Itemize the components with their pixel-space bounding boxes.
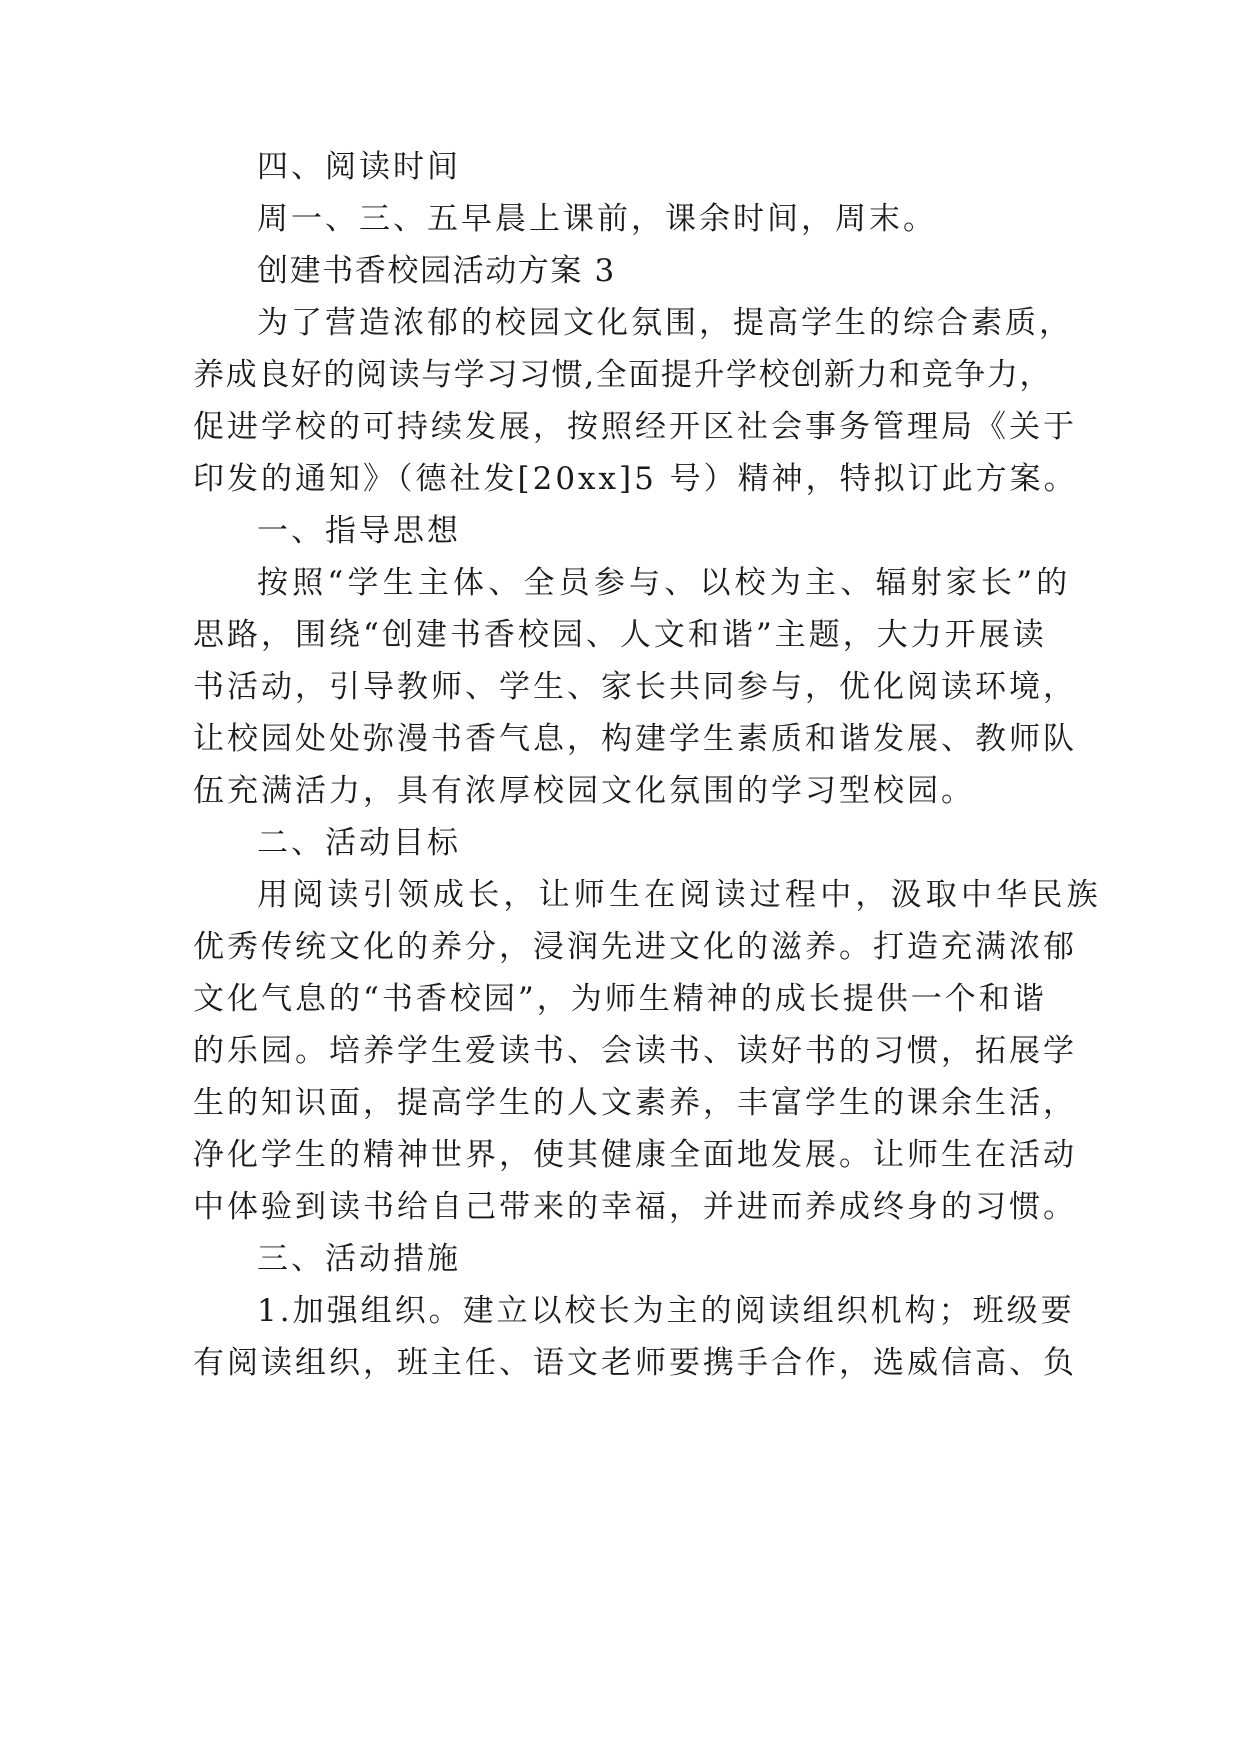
paragraph-line: 生的知识面，提高学生的人文素养，丰富学生的课余生活， — [193, 1085, 1077, 1121]
paragraph-line: 用阅读引领成长，让师生在阅读过程中，汲取中华民族 — [257, 877, 1102, 913]
section-heading-activity-goals: 二、活动目标 — [257, 825, 461, 861]
section-heading-activity-measures: 三、活动措施 — [257, 1241, 461, 1277]
paragraph-line: 文化气息的“书香校园”，为师生精神的成长提供一个和谐 — [193, 981, 1047, 1017]
paragraph-line: 让校园处处弥漫书香气息，构建学生素质和谐发展、教师队 — [193, 721, 1077, 757]
paragraph-line: 净化学生的精神世界，使其健康全面地发展。让师生在活动 — [193, 1137, 1077, 1173]
paragraph-line: 为了营造浓郁的校园文化氛围，提高学生的综合素质， — [257, 305, 1073, 341]
paragraph-line: 促进学校的可持续发展，按照经开区社会事务管理局《关于 — [193, 409, 1077, 445]
section-heading-guiding-idea: 一、指导思想 — [257, 513, 461, 549]
paragraph-line: 1.加强组织。建立以校长为主的阅读组织机构；班级要 — [257, 1293, 1075, 1329]
paragraph-line: 养成良好的阅读与学习习惯,全面提升学校创新力和竞争力， — [193, 357, 1053, 393]
section-heading-reading-time: 四、阅读时间 — [257, 149, 461, 185]
paragraph-line: 周一、三、五早晨上课前，课余时间，周末。 — [257, 201, 937, 237]
paragraph-line: 优秀传统文化的养分，浸润先进文化的滋养。打造充满浓郁 — [193, 929, 1077, 965]
paragraph-line: 有阅读组织，班主任、语文老师要携手合作，选威信高、负 — [193, 1345, 1077, 1381]
paragraph-line: 书活动，引导教师、学生、家长共同参与，优化阅读环境， — [193, 669, 1077, 705]
paragraph-line: 印发的通知》（德社发[20xx]5 号）精神，特拟订此方案。 — [193, 461, 1078, 497]
paragraph-line: 思路，围绕“创建书香校园、人文和谐”主题，大力开展读 — [193, 617, 1047, 653]
document-subtitle: 创建书香校园活动方案 3 — [257, 253, 616, 289]
paragraph-line: 伍充满活力，具有浓厚校园文化氛围的学习型校园。 — [193, 773, 975, 809]
paragraph-line: 按照“学生主体、全员参与、以校为主、辐射家长”的 — [257, 565, 1072, 601]
paragraph-line: 中体验到读书给自己带来的幸福，并进而养成终身的习惯。 — [193, 1189, 1077, 1225]
paragraph-line: 的乐园。培养学生爱读书、会读书、读好书的习惯，拓展学 — [193, 1033, 1077, 1069]
